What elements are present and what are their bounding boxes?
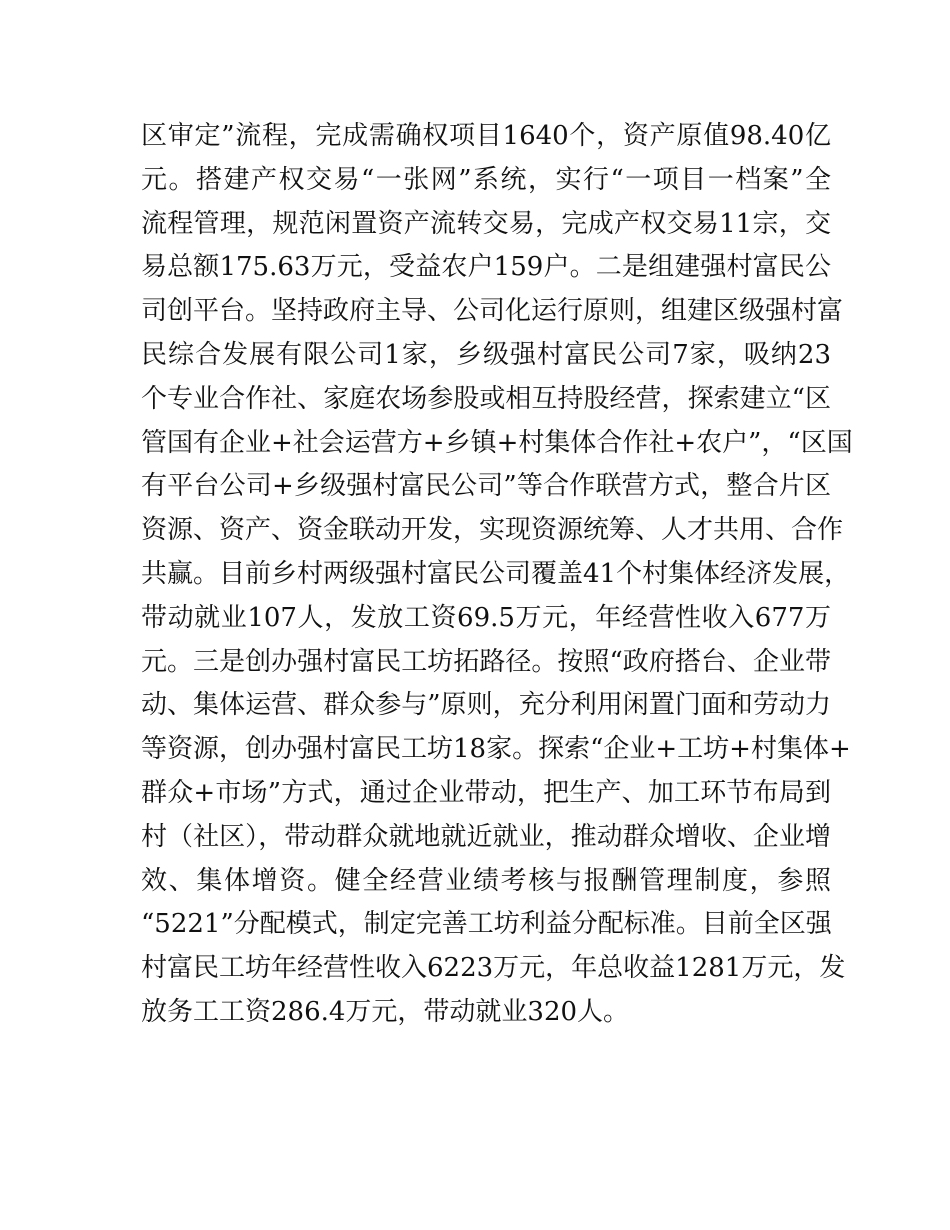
text-line-11: 共赢。目前乡村两级强村富民公司覆盖41个村集体经济发展， — [141, 558, 851, 589]
text-line-6: 民综合发展有限公司1家，乡级强村富民公司7家，吸纳23 — [141, 339, 831, 370]
text-line-19: “5221”分配模式，制定完善工坊利益分配标准。目前全区强 — [141, 909, 832, 940]
text-line-13: 元。三是创办强村富民工坊拓路径。按照“政府搭台、企业带 — [141, 646, 831, 677]
text-line-12: 带动就业107人，发放工资69.5万元，年经营性收入677万 — [141, 602, 831, 633]
text-line-10: 资源、资产、资金联动开发，实现资源统筹、人才共用、合作 — [141, 515, 844, 546]
text-line-7: 个专业合作社、家庭农场参股或相互持股经营，探索建立“区 — [141, 383, 831, 414]
text-line-9: 有平台公司+乡级强村富民公司”等合作联营方式，整合片区 — [141, 471, 831, 502]
text-line-2: 元。搭建产权交易“一张网”系统，实行“一项目一档案”全 — [141, 164, 831, 195]
text-line-21: 放务工工资286.4万元，带动就业320人。 — [141, 996, 630, 1027]
text-line-14: 动、集体运营、群众参与”原则，充分利用闲置门面和劳动力 — [141, 690, 831, 721]
text-line-8: 管国有企业+社会运营方+乡镇+村集体合作社+农户”，“区国 — [141, 427, 853, 458]
text-line-16: 群众+市场”方式，通过企业带动，把生产、加工环节布局到 — [141, 777, 831, 808]
text-line-1: 区审定”流程，完成需确权项目1640个，资产原值98.40亿 — [141, 121, 831, 151]
text-line-5: 司创平台。坚持政府主导、公司化运行原则，组建区级强村富 — [141, 296, 844, 327]
text-line-15: 等资源，创办强村富民工坊18家。探索“企业+工坊+村集体+ — [141, 734, 851, 765]
text-line-17: 村（社区），带动群众就地就近就业，推动群众增收、企业增 — [141, 821, 831, 852]
text-line-3: 流程管理，规范闲置资产流转交易，完成产权交易11宗，交 — [141, 208, 831, 239]
text-line-20: 村富民工坊年经营性收入6223万元，年总收益1281万元，发 — [141, 953, 846, 984]
text-line-4: 易总额175.63万元，受益农户159户。二是组建强村富民公 — [141, 252, 831, 283]
text-line-18: 效、集体增资。健全经营业绩考核与报酬管理制度，参照 — [141, 865, 831, 896]
body-paragraph — [141, 115, 853, 1035]
